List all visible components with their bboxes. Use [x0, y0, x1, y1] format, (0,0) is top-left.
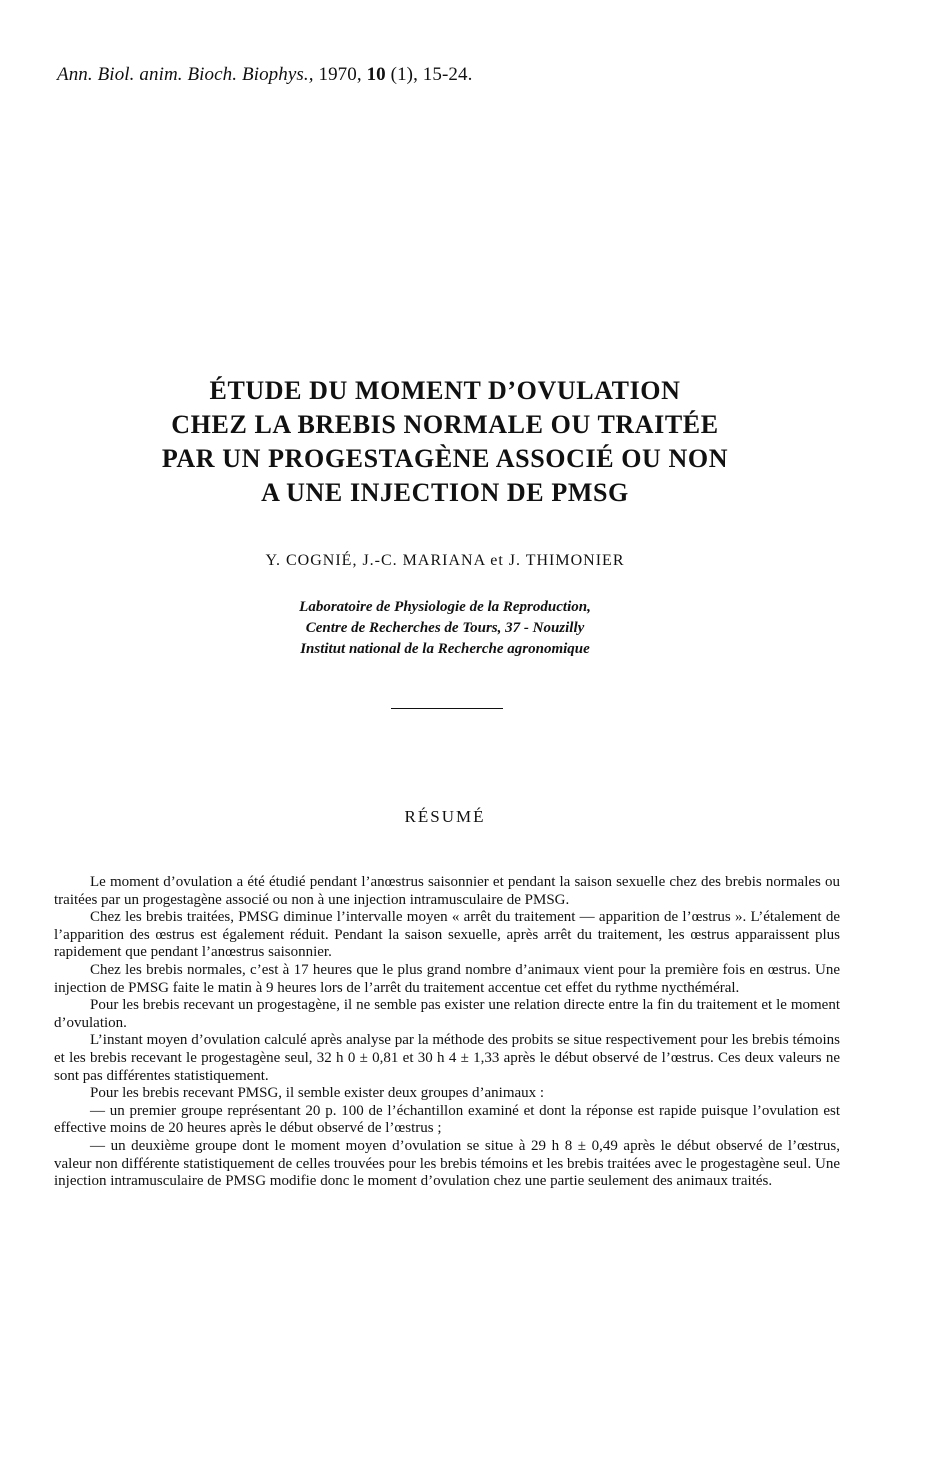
abstract-paragraph: L’instant moyen d’ovulation calculé après analyse par la méthode des probits se situe respectivement pour les brebis témoins et les brebis recevant le progestagène seul, 32 h 0 ± 0,81 et 30 h 4 ± 1,33 après le début observé de l’œstrus. Ces deux valeurs ne sont pas différentes statistiquement.	[54, 1032, 840, 1084]
citation-volume: 10	[366, 64, 386, 85]
title-line: CHEZ LA BREBIS NORMALE OU TRAITÉE	[171, 410, 719, 439]
journal-name: Ann. Biol. anim. Bioch. Biophys.,	[57, 64, 314, 85]
affiliation-line: Institut national de la Recherche agronomique	[300, 641, 590, 657]
title-line: A UNE INJECTION DE PMSG	[261, 478, 629, 507]
affiliation-line: Centre de Recherches de Tours, 37 - Nouzilly	[305, 620, 585, 636]
citation-year: 1970,	[318, 64, 362, 85]
title-line: ÉTUDE DU MOMENT D’OVULATION	[209, 376, 681, 405]
abstract-paragraph: Pour les brebis recevant PMSG, il semble exister deux groupes d’animaux :	[90, 1085, 545, 1102]
abstract-paragraph: Pour les brebis recevant un progestagène, il ne semble pas exister une relation directe entre la fin du traitement et le moment d’ovulation.	[54, 997, 840, 1031]
title-line: PAR UN PROGESTAGÈNE ASSOCIÉ OU NON	[161, 444, 729, 473]
paper-title	[0, 374, 890, 510]
separator-rule	[391, 708, 503, 709]
citation-issue-pages: (1), 15-24.	[390, 64, 473, 85]
journal-citation	[57, 64, 472, 86]
abstract-paragraph: Chez les brebis traitées, PMSG diminue l’intervalle moyen « arrêt du traitement — apparition de l’œstrus ». L’étalement de l’apparition des œstrus est également réduit. Pendant la saison sexuelle, après arrêt du traitement, les œstrus apparaissent plus rapidement que pendant l’anœstrus saisonnier.	[54, 909, 840, 961]
abstract-paragraph: Le moment d’ovulation a été étudié pendant l’anœstrus saisonnier et pendant la saison sexuelle chez des brebis normales ou traitées par un progestagène associé ou non à une injection intramusculaire de PMSG.	[54, 874, 840, 908]
abstract-paragraph: Chez les brebis normales, c’est à 17 heures que le plus grand nombre d’animaux vient pour la première fois en œstrus. Une injection de PMSG faite le matin à 9 heures lors de l’arrêt du traitement accentue cet effet du rythme nycthéméral.	[54, 961, 840, 996]
abstract-paragraph: — un premier groupe représentant 20 p. 100 de l’échantillon examiné et dont la réponse est rapide puisque l’ovulation est effective moins de 20 heures après le début observé de l’œstrus ;	[54, 1102, 840, 1137]
affiliation-line: Laboratoire de Physiologie de la Reproduction,	[299, 599, 591, 615]
abstract-body	[54, 874, 840, 1191]
abstract-paragraph: — un deuxième groupe dont le moment moyen d’ovulation se situe à 29 h 8 ± 0,49 après le début observé de l’œstrus, valeur non différente statistiquement de celles trouvées pour les brebis témoins et les brebis traitées avec le progestagène seul. Une injection intramusculaire de PMSG modifie donc le moment d’ovulation chez une partie seulement des animaux traités.	[54, 1137, 840, 1190]
authors: Y. COGNIÉ, J.-C. MARIANA et J. THIMONIER	[265, 552, 625, 569]
section-heading-resume: RÉSUMÉ	[404, 807, 486, 826]
affiliation	[0, 597, 890, 660]
